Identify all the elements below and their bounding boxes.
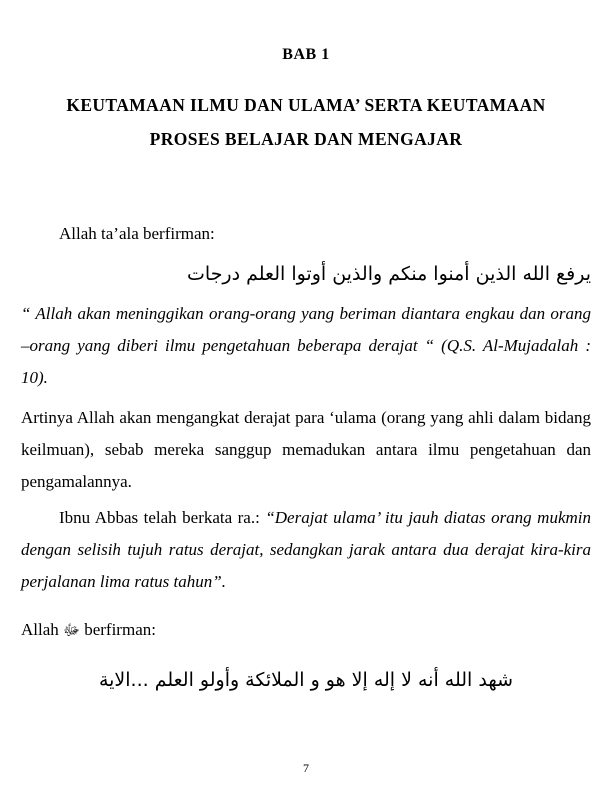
page-number: 7	[303, 761, 309, 775]
page-title-line2: PROSES BELAJAR DAN MENGAJAR	[149, 129, 463, 149]
page-title	[21, 88, 591, 156]
arabic-verse-1: يرفع الله الذين أمنوا منكم والذين أوتوا العلم درجات	[187, 263, 591, 285]
chapter-heading: BAB 1	[282, 46, 330, 63]
page-title-line1: KEUTAMAAN ILMU DAN ULAMA’ SERTA KEUTAMAAN	[66, 95, 546, 115]
paragraph-firman-before: Allah	[21, 620, 64, 639]
paragraph-ibnu-abbas-quote: “Derajat ulama’ itu jauh diatas orang mukmin dengan selisih tujuh ratus derajat, sedangkan jarak antara dua derajat kira-kira perjalanan lima ratus tahun”.	[21, 508, 591, 591]
paragraph-firman-after: berfirman:	[79, 620, 156, 639]
paragraph-ibnu-abbas	[21, 502, 591, 598]
paragraph-quote-translation: “ Allah akan meninggikan orang-orang yang beriman diantara engkau dan orang –orang yang diberi ilmu pengetahuan beberapa derajat “ (Q.S. Al-Mujadalah : 10).	[21, 304, 591, 387]
allah-calligraphy-symbol: ﷻ	[63, 621, 80, 639]
paragraph-artinya: Artinya Allah akan mengangkat derajat para ‘ulama (orang yang ahli dalam bidang keilmuan), sebab mereka sanggup memadukan antara ilmu pengetahuan dan pengamalannya.	[21, 408, 591, 491]
paragraph-firman	[21, 614, 591, 646]
paragraph-intro: Allah ta’ala berfirman:	[59, 224, 215, 243]
arabic-verse-2: شهد الله أنه لا إله إلا هو و الملائكة وأولو العلم ...الاية	[98, 669, 514, 691]
paragraph-ibnu-abbas-lead: Ibnu Abbas telah berkata ra.:	[59, 508, 266, 527]
